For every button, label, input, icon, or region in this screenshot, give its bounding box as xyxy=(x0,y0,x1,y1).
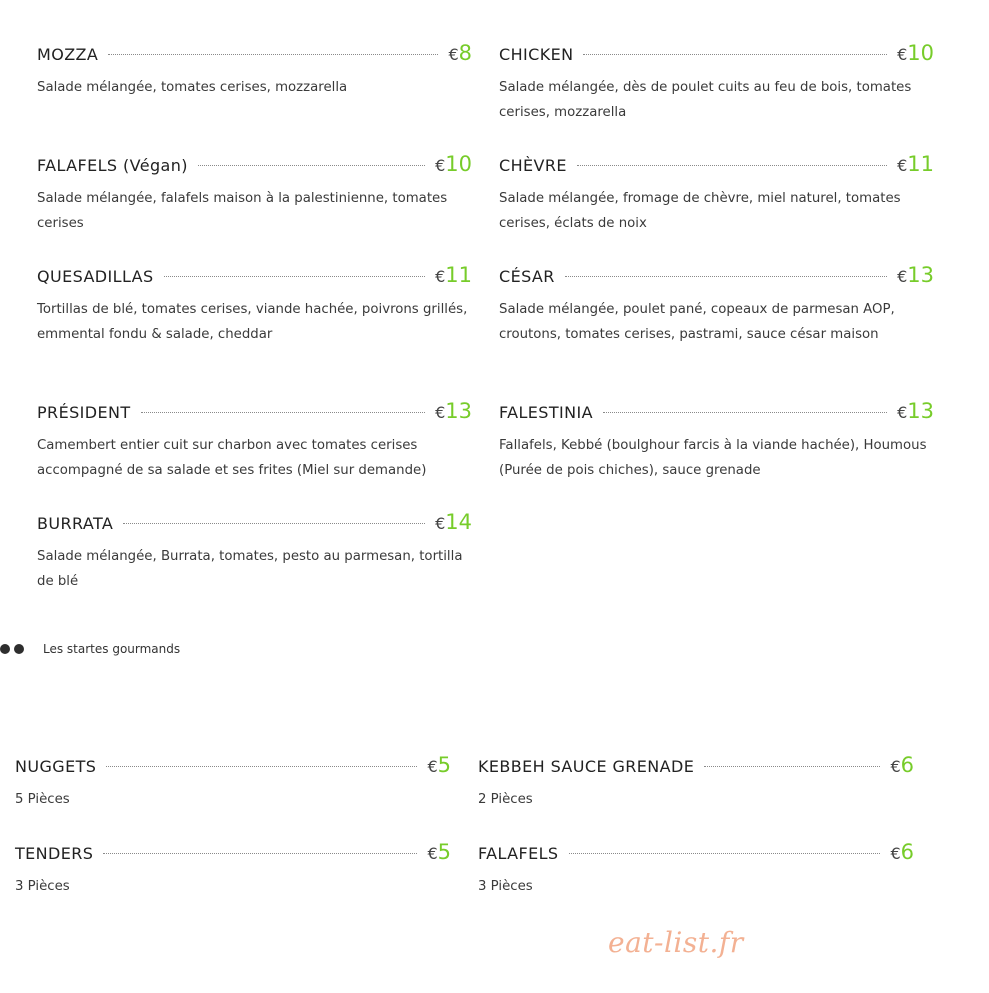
currency-symbol: € xyxy=(435,156,446,175)
item-name: TENDERS xyxy=(15,844,94,863)
item-name: MOZZA xyxy=(37,45,99,64)
price-amount: 5 xyxy=(437,753,451,777)
currency-symbol: € xyxy=(435,514,446,533)
item-description: Tortillas de blé, tomates cerises, viande hachée, poivrons grillés, emmental fondu & salade, cheddar xyxy=(37,302,468,342)
price-amount: 10 xyxy=(907,41,934,65)
menu-item xyxy=(37,41,472,101)
price-amount: 6 xyxy=(900,753,914,777)
item-price xyxy=(890,753,914,777)
menu-item-header xyxy=(499,41,934,71)
menu-item xyxy=(478,840,914,900)
price-amount: 10 xyxy=(445,152,472,176)
menu-item-header xyxy=(478,753,914,783)
item-description: Salade mélangée, Burrata, tomates, pesto au parmesan, tortilla de blé xyxy=(37,549,463,589)
item-name: FALAFELS (Végan) xyxy=(37,156,188,175)
item-name: FALESTINIA xyxy=(499,403,593,422)
menu-item-header xyxy=(37,41,472,71)
item-description: Fallafels, Kebbé (boulghour farcis à la viande hachée), Houmous (Purée de pois chiches), sauce grenade xyxy=(499,438,927,478)
item-description: 3 Pièces xyxy=(15,879,70,894)
currency-symbol: € xyxy=(435,403,446,422)
price-amount: 11 xyxy=(907,152,934,176)
item-name: CHICKEN xyxy=(499,45,574,64)
item-name: CÉSAR xyxy=(499,267,555,286)
item-price xyxy=(897,152,934,176)
dotted-leader xyxy=(565,276,887,277)
item-price xyxy=(435,399,472,423)
price-amount: 14 xyxy=(445,510,472,534)
item-price xyxy=(897,41,934,65)
currency-symbol: € xyxy=(897,156,908,175)
item-name: PRÉSIDENT xyxy=(37,403,131,422)
dotted-leader xyxy=(164,276,426,277)
item-price xyxy=(897,263,934,287)
menu-item xyxy=(37,399,472,483)
price-amount: 11 xyxy=(445,263,472,287)
item-price xyxy=(435,510,472,534)
dotted-leader xyxy=(583,54,887,55)
item-description: Salade mélangée, dès de poulet cuits au feu de bois, tomates cerises, mozzarella xyxy=(499,80,912,120)
item-name: NUGGETS xyxy=(15,757,97,776)
dotted-leader xyxy=(106,766,417,767)
bullet-dot-icon xyxy=(14,644,24,654)
menu-item xyxy=(15,753,451,813)
menu-item-header xyxy=(499,152,934,182)
menu-item xyxy=(37,152,472,236)
watermark-text: eat-list.fr xyxy=(608,926,744,959)
menu-item xyxy=(499,41,934,125)
price-amount: 6 xyxy=(900,840,914,864)
price-amount: 13 xyxy=(907,263,934,287)
price-amount: 5 xyxy=(437,840,451,864)
currency-symbol: € xyxy=(890,844,901,863)
item-description: Salade mélangée, falafels maison à la palestinienne, tomates cerises xyxy=(37,191,448,231)
menu-item xyxy=(499,399,934,483)
menu-item xyxy=(37,510,472,594)
item-description: Salade mélangée, poulet pané, copeaux de parmesan AOP, croutons, tomates cerises, pastrami, sauce césar maison xyxy=(499,302,895,342)
item-description: Salade mélangée, fromage de chèvre, miel naturel, tomates cerises, éclats de noix xyxy=(499,191,901,231)
menu-item-header xyxy=(15,840,451,870)
menu-item-header xyxy=(15,753,451,783)
menu-item-header xyxy=(37,152,472,182)
item-price xyxy=(897,399,934,423)
bullet-dot-icon xyxy=(0,644,10,654)
dotted-leader xyxy=(198,165,425,166)
item-name: QUESADILLAS xyxy=(37,267,154,286)
item-price xyxy=(435,152,472,176)
menu-item xyxy=(478,753,914,813)
item-price xyxy=(448,41,472,65)
currency-symbol: € xyxy=(435,267,446,286)
item-name: BURRATA xyxy=(37,514,114,533)
menu-item xyxy=(37,263,472,347)
dotted-leader xyxy=(704,766,880,767)
menu-item-header xyxy=(499,263,934,293)
currency-symbol: € xyxy=(897,45,908,64)
item-name: FALAFELS xyxy=(478,844,559,863)
dotted-leader xyxy=(603,412,887,413)
menu-item xyxy=(499,263,934,347)
item-description: 3 Pièces xyxy=(478,879,533,894)
menu-item-header xyxy=(37,263,472,293)
dotted-leader xyxy=(577,165,887,166)
menu-item-header xyxy=(499,399,934,429)
dotted-leader xyxy=(108,54,438,55)
section-title: Les startes gourmands xyxy=(43,642,181,656)
dotted-leader xyxy=(103,853,417,854)
item-description: Camembert entier cuit sur charbon avec tomates cerises accompagné de sa salade et ses frites (Miel sur demande) xyxy=(37,438,427,478)
currency-symbol: € xyxy=(448,45,459,64)
section-heading xyxy=(0,642,180,656)
currency-symbol: € xyxy=(890,757,901,776)
menu-item xyxy=(499,152,934,236)
item-price xyxy=(427,840,451,864)
item-name: CHÈVRE xyxy=(499,156,567,175)
item-description: 2 Pièces xyxy=(478,792,533,807)
price-amount: 13 xyxy=(907,399,934,423)
menu-item xyxy=(15,840,451,900)
item-price xyxy=(890,840,914,864)
price-amount: 8 xyxy=(458,41,472,65)
dotted-leader xyxy=(569,853,881,854)
item-description: Salade mélangée, tomates cerises, mozzarella xyxy=(37,80,348,95)
menu-item-header xyxy=(478,840,914,870)
currency-symbol: € xyxy=(897,267,908,286)
menu-item-header xyxy=(37,510,472,540)
currency-symbol: € xyxy=(427,844,438,863)
dotted-leader xyxy=(141,412,426,413)
item-price xyxy=(427,753,451,777)
menu-item-header xyxy=(37,399,472,429)
dotted-leader xyxy=(123,523,425,524)
currency-symbol: € xyxy=(427,757,438,776)
price-amount: 13 xyxy=(445,399,472,423)
item-name: KEBBEH SAUCE GRENADE xyxy=(478,757,695,776)
currency-symbol: € xyxy=(897,403,908,422)
item-description: 5 Pièces xyxy=(15,792,70,807)
item-price xyxy=(435,263,472,287)
